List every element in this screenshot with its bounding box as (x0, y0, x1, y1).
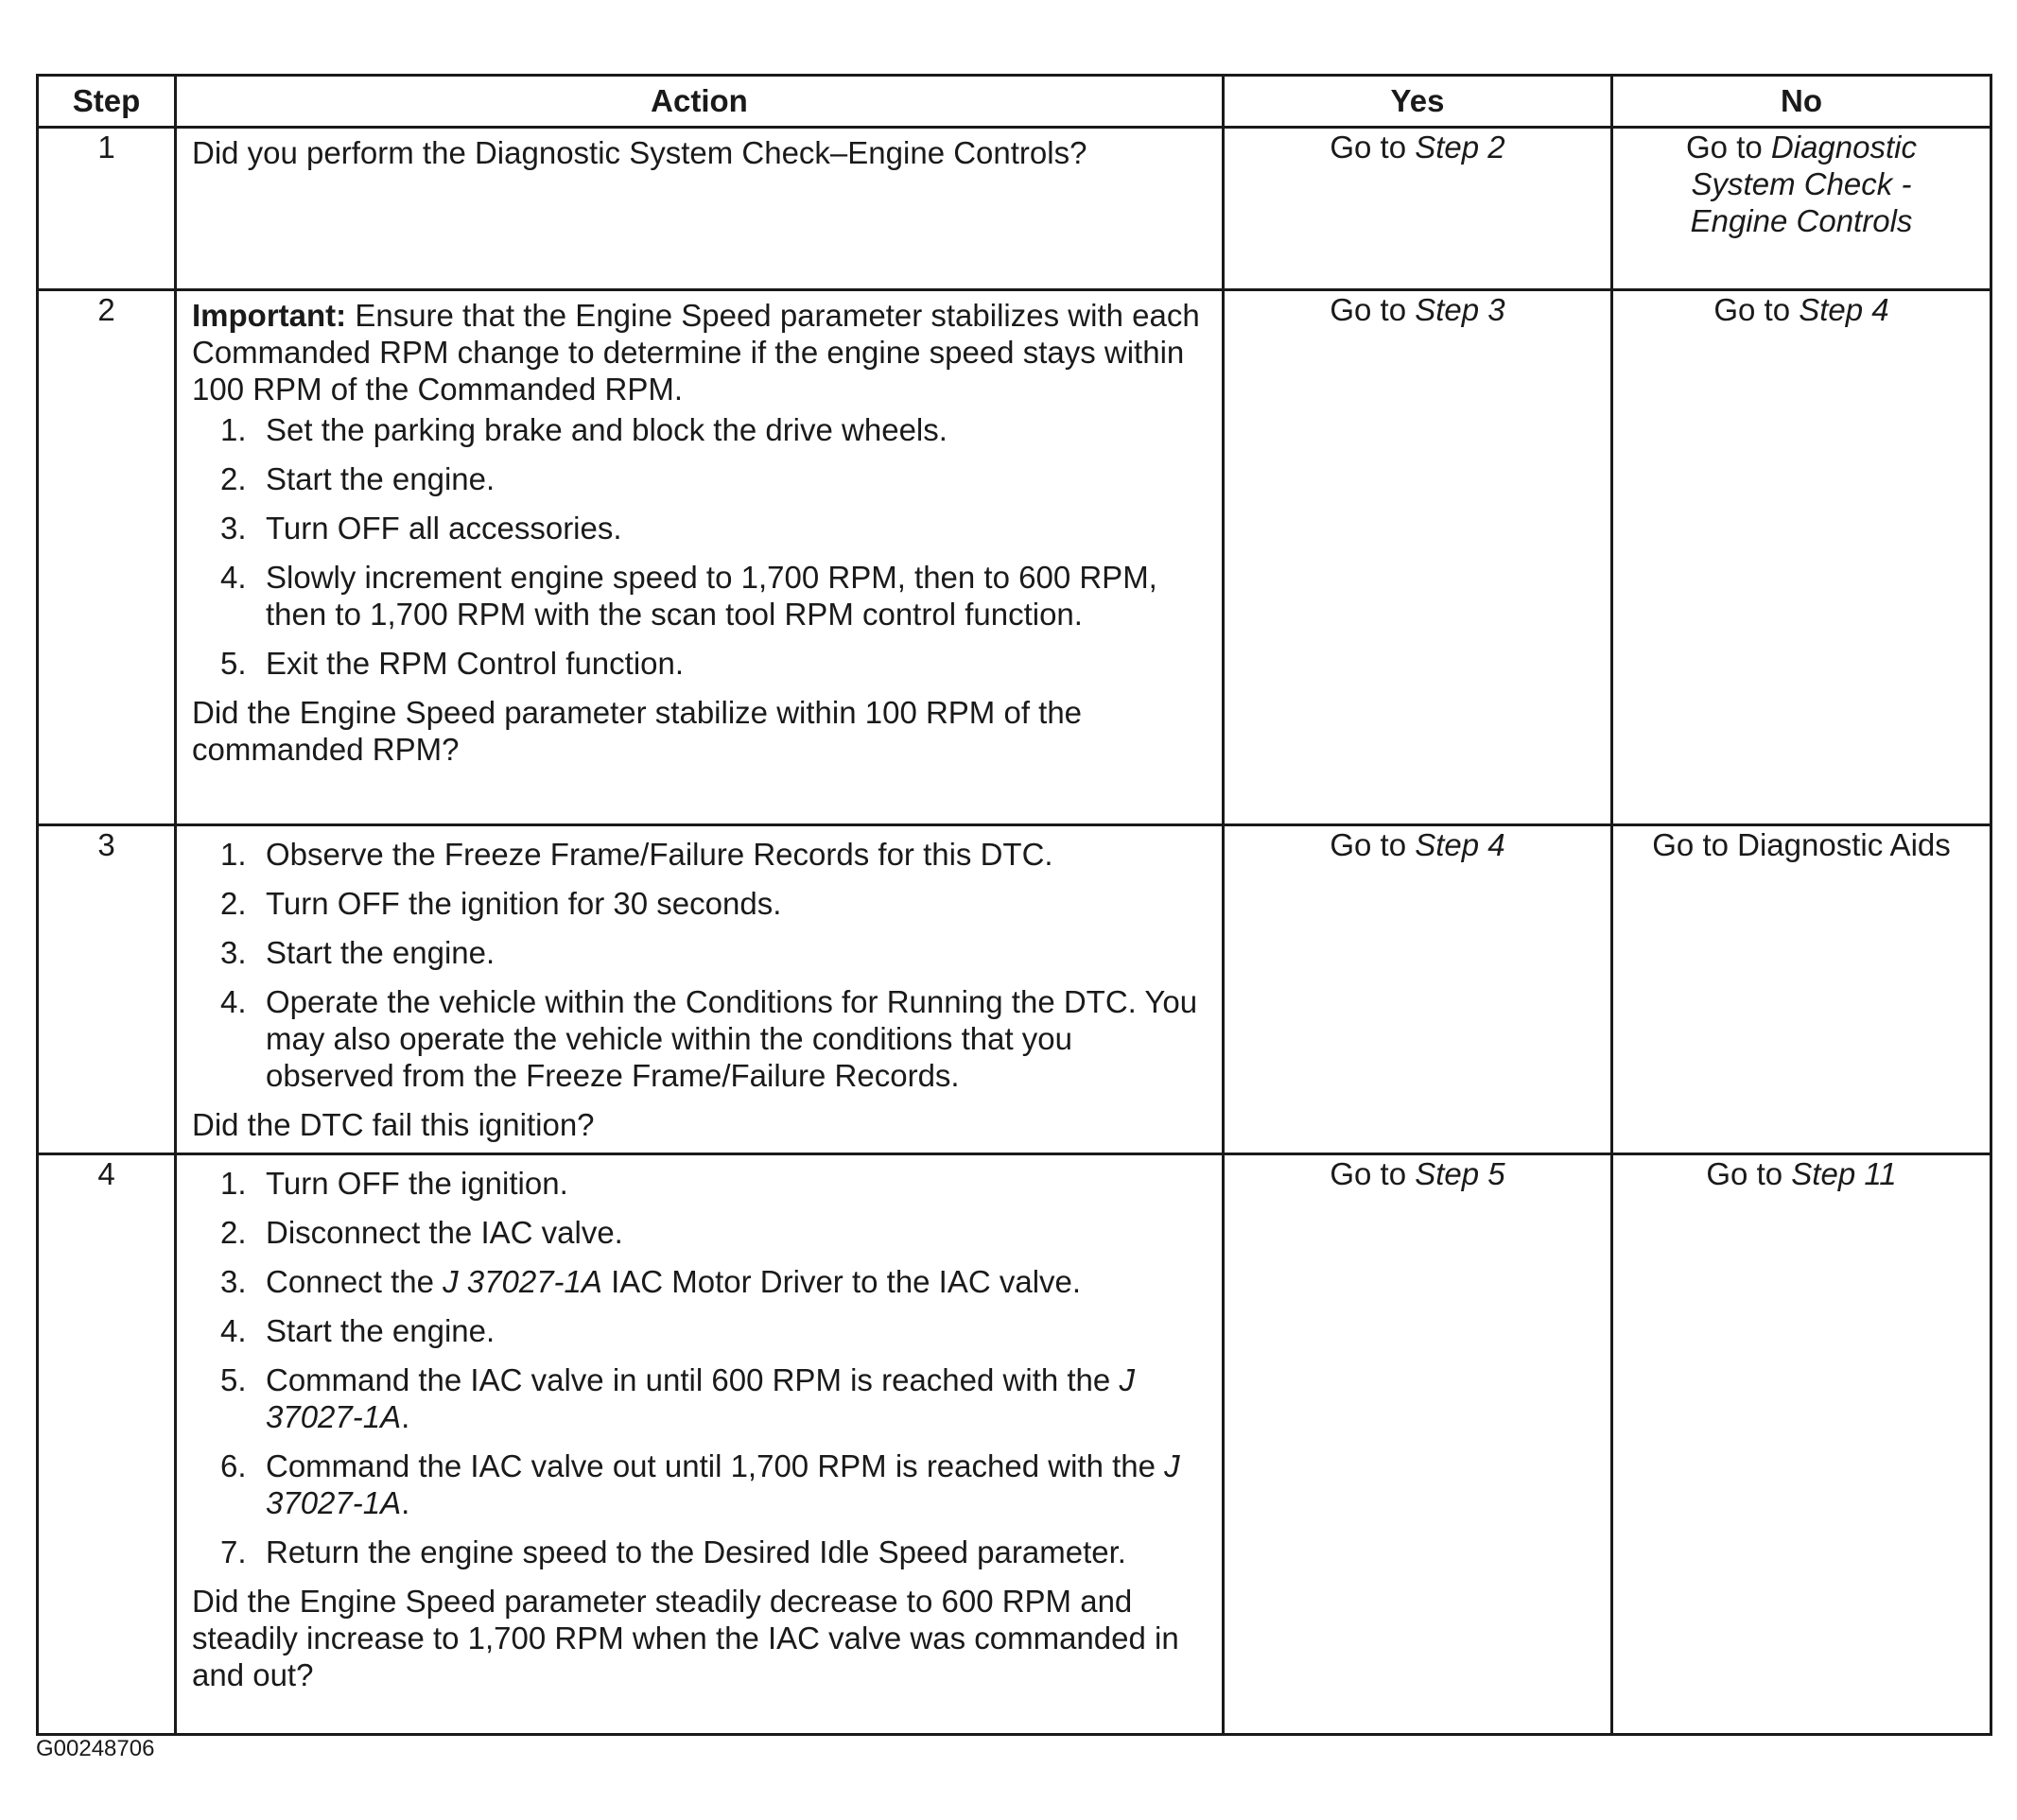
procedure-list (192, 836, 1208, 1094)
no-cell (1612, 825, 1991, 1154)
yes-cell (1224, 128, 1612, 290)
action-cell (176, 1154, 1224, 1735)
header-row (38, 76, 1991, 128)
header-no: No (1612, 76, 1991, 128)
important-text: Ensure that the Engine Speed parameter stabilizes with each Commanded RPM change to determine if the engine speed stays within 100 RPM of the Commanded RPM. (192, 298, 1200, 407)
figure-id: G00248706 (36, 1736, 155, 1761)
item-number: 2. (220, 461, 247, 496)
item-number: 2. (220, 886, 247, 921)
item-pre: Command the IAC valve out until 1,700 RPM is reached with the (266, 1448, 1165, 1483)
list-item (192, 836, 1208, 873)
question-text: Did you perform the Diagnostic System Check–Engine Controls? (192, 135, 1087, 170)
item-text: Slowly increment engine speed to 1,700 RPM, then to 600 RPM, then to 1,700 RPM with the scan tool RPM control function. (266, 560, 1157, 632)
tool-name: J 37027-1A (266, 1362, 1135, 1434)
item-number: 1. (220, 1166, 247, 1201)
no-link[interactable]: Step 4 (1799, 292, 1889, 327)
no-prefix: Go to (1706, 1156, 1792, 1191)
item-text: Operate the vehicle within the Conditions for Running the DTC. You may also operate the vehicle within the conditions that you observed from the Freeze Frame/Failure Records. (266, 984, 1198, 1093)
list-item (192, 1361, 1208, 1435)
no-cell (1612, 1154, 1991, 1735)
yes-cell (1224, 290, 1612, 825)
important-note (192, 297, 1208, 407)
list-item (192, 645, 1208, 682)
procedure-list (192, 411, 1208, 682)
yes-link[interactable]: Step 2 (1415, 130, 1505, 165)
list-item (192, 983, 1208, 1094)
yes-cell (1224, 825, 1612, 1154)
header-yes: Yes (1224, 76, 1612, 128)
tool-name: J 37027-1A (266, 1448, 1180, 1520)
step-number: 3 (38, 825, 176, 1154)
item-number: 5. (220, 646, 247, 681)
item-text: Set the parking brake and block the drive wheels. (266, 412, 948, 447)
item-text: Return the engine speed to the Desired Idle Speed parameter. (266, 1534, 1126, 1569)
item-pre: Connect the (266, 1264, 443, 1299)
item-text: Start the engine. (266, 461, 496, 496)
item-post: . (401, 1399, 410, 1434)
step-number: 1 (38, 128, 176, 290)
no-cell (1612, 128, 1991, 290)
item-number: 5. (220, 1362, 247, 1397)
no-link[interactable]: Go to Diagnostic Aids (1652, 827, 1951, 862)
list-item (192, 934, 1208, 971)
list-item (192, 559, 1208, 633)
item-post: IAC Motor Driver to the IAC valve. (601, 1264, 1082, 1299)
item-text: Turn OFF all accessories. (266, 511, 622, 546)
item-text: Exit the RPM Control function. (266, 646, 685, 681)
item-text: Observe the Freeze Frame/Failure Records for this DTC. (266, 837, 1053, 872)
list-item (192, 885, 1208, 922)
item-text: Turn OFF the ignition. (266, 1166, 568, 1201)
no-prefix: Go to (1686, 130, 1771, 165)
list-item (192, 1312, 1208, 1349)
item-number: 1. (220, 412, 247, 447)
yes-prefix: Go to (1330, 130, 1416, 165)
no-cell (1612, 290, 1991, 825)
item-text: Start the engine. (266, 1313, 496, 1348)
header-step: Step (38, 76, 176, 128)
header-action: Action (176, 76, 1224, 128)
list-item (192, 1447, 1208, 1521)
item-number: 1. (220, 837, 247, 872)
table-row (38, 128, 1991, 290)
question-text: Did the DTC fail this ignition? (192, 1107, 595, 1142)
step-number: 2 (38, 290, 176, 825)
yes-prefix: Go to (1330, 292, 1416, 327)
list-item (192, 1534, 1208, 1570)
diagnostic-table (36, 74, 1992, 1736)
question-text: Did the Engine Speed parameter stabilize within 100 RPM of the commanded RPM? (192, 695, 1083, 767)
yes-link[interactable]: Step 4 (1415, 827, 1505, 862)
yes-link[interactable]: Step 5 (1415, 1156, 1505, 1191)
item-text: Turn OFF the ignition for 30 seconds. (266, 886, 782, 921)
list-item (192, 510, 1208, 546)
list-item (192, 460, 1208, 497)
item-pre: Command the IAC valve in until 600 RPM is reached with the (266, 1362, 1120, 1397)
step-number: 4 (38, 1154, 176, 1735)
yes-cell (1224, 1154, 1612, 1735)
item-number: 6. (220, 1448, 247, 1483)
tool-name: J 37027-1A (443, 1264, 602, 1299)
table-row (38, 290, 1991, 825)
item-text: Start the engine. (266, 935, 496, 970)
yes-prefix: Go to (1330, 827, 1416, 862)
item-number: 4. (220, 560, 247, 595)
no-link[interactable]: Step 11 (1791, 1156, 1897, 1191)
yes-link[interactable]: Step 3 (1415, 292, 1505, 327)
important-label: Important: (192, 298, 347, 333)
no-prefix: Go to (1713, 292, 1800, 327)
item-number: 7. (220, 1534, 247, 1569)
list-item (192, 411, 1208, 448)
action-cell (176, 825, 1224, 1154)
procedure-list (192, 1165, 1208, 1570)
no-link[interactable]: Diagnostic System Check - Engine Controls (1690, 130, 1917, 238)
question-text: Did the Engine Speed parameter steadily decrease to 600 RPM and steadily increase to 1,700 RPM when the IAC valve was commanded in and out? (192, 1584, 1179, 1692)
item-number: 4. (220, 1313, 247, 1348)
item-number: 2. (220, 1215, 247, 1250)
action-cell (176, 128, 1224, 290)
item-number: 3. (220, 935, 247, 970)
item-number: 4. (220, 984, 247, 1019)
item-post: . (401, 1485, 410, 1520)
action-cell (176, 290, 1224, 825)
list-item (192, 1165, 1208, 1202)
table-row (38, 825, 1991, 1154)
table-row (38, 1154, 1991, 1735)
item-text: Disconnect the IAC valve. (266, 1215, 623, 1250)
list-item (192, 1263, 1208, 1300)
yes-prefix: Go to (1330, 1156, 1416, 1191)
item-number: 3. (220, 511, 247, 546)
item-number: 3. (220, 1264, 247, 1299)
list-item (192, 1214, 1208, 1251)
